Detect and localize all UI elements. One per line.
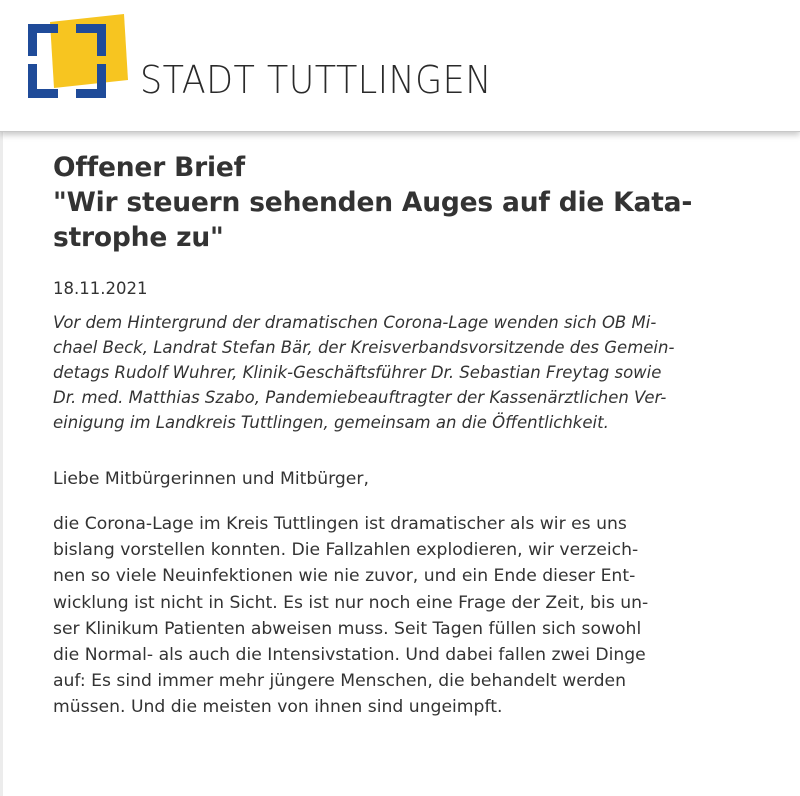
body-line: die Corona-Lage im Kreis Tuttlingen ist dramatischer als wir es uns: [53, 514, 627, 534]
body-line: ser Klinikum Patienten abweisen muss. Seit Tagen füllen sich sowohl: [53, 618, 642, 639]
site-header: [0, 0, 800, 132]
lead-line: detags Rudolf Wuhrer, Klinik-Geschäftsführer Dr. Sebastian Freytag sowie: [53, 363, 662, 382]
article-date: 18.11.2021: [53, 279, 148, 298]
title-line: strophe zu": [53, 222, 224, 253]
title-line: "Wir steuern sehenden Auges auf die Kata-: [53, 187, 693, 218]
body-line: nen so viele Neuinfektionen wie nie zuvor, und ein Ende dieser Ent-: [53, 566, 636, 587]
home-logo-link[interactable]: [22, 10, 492, 110]
article-lead: [53, 310, 743, 435]
article-body: [53, 511, 743, 721]
title-line: Offener Brief: [53, 152, 245, 183]
lead-line: einigung im Landkreis Tuttlingen, gemeinsam an die Öffentlichkeit.: [53, 413, 609, 432]
body-line: bislang vorstellen konnten. Die Fallzahlen explodieren, wir verzeich-: [53, 540, 639, 561]
lead-line: chael Beck, Landrat Stefan Bär, der Kreisverbandsvorsitzende des Gemein-: [53, 338, 675, 357]
body-line: wicklung ist nicht in Sicht. Es ist nur noch eine Frage der Zeit, bis un-: [53, 592, 649, 613]
article: [53, 150, 743, 721]
body-line: auf: Es sind immer mehr jüngere Menschen, die behandelt werden: [53, 671, 627, 692]
body-line: müssen. Und die meisten von ihnen sind ungeimpft.: [53, 697, 503, 718]
city-logo-icon: [28, 14, 128, 104]
article-title: [53, 150, 743, 255]
lead-line: Vor dem Hintergrund der dramatischen Corona-Lage wenden sich OB Mi-: [53, 313, 657, 332]
body-line: die Normal- als auch die Intensivstation. Und dabei fallen zwei Dinge: [53, 645, 646, 666]
letter-salutation: Liebe Mitbürgerinnen und Mitbürger,: [53, 469, 369, 489]
lead-line: Dr. med. Matthias Szabo, Pandemiebeauftragter der Kassenärztlichen Ver-: [53, 388, 667, 407]
logo-wordmark: STADT TUTTLINGEN: [140, 58, 492, 102]
